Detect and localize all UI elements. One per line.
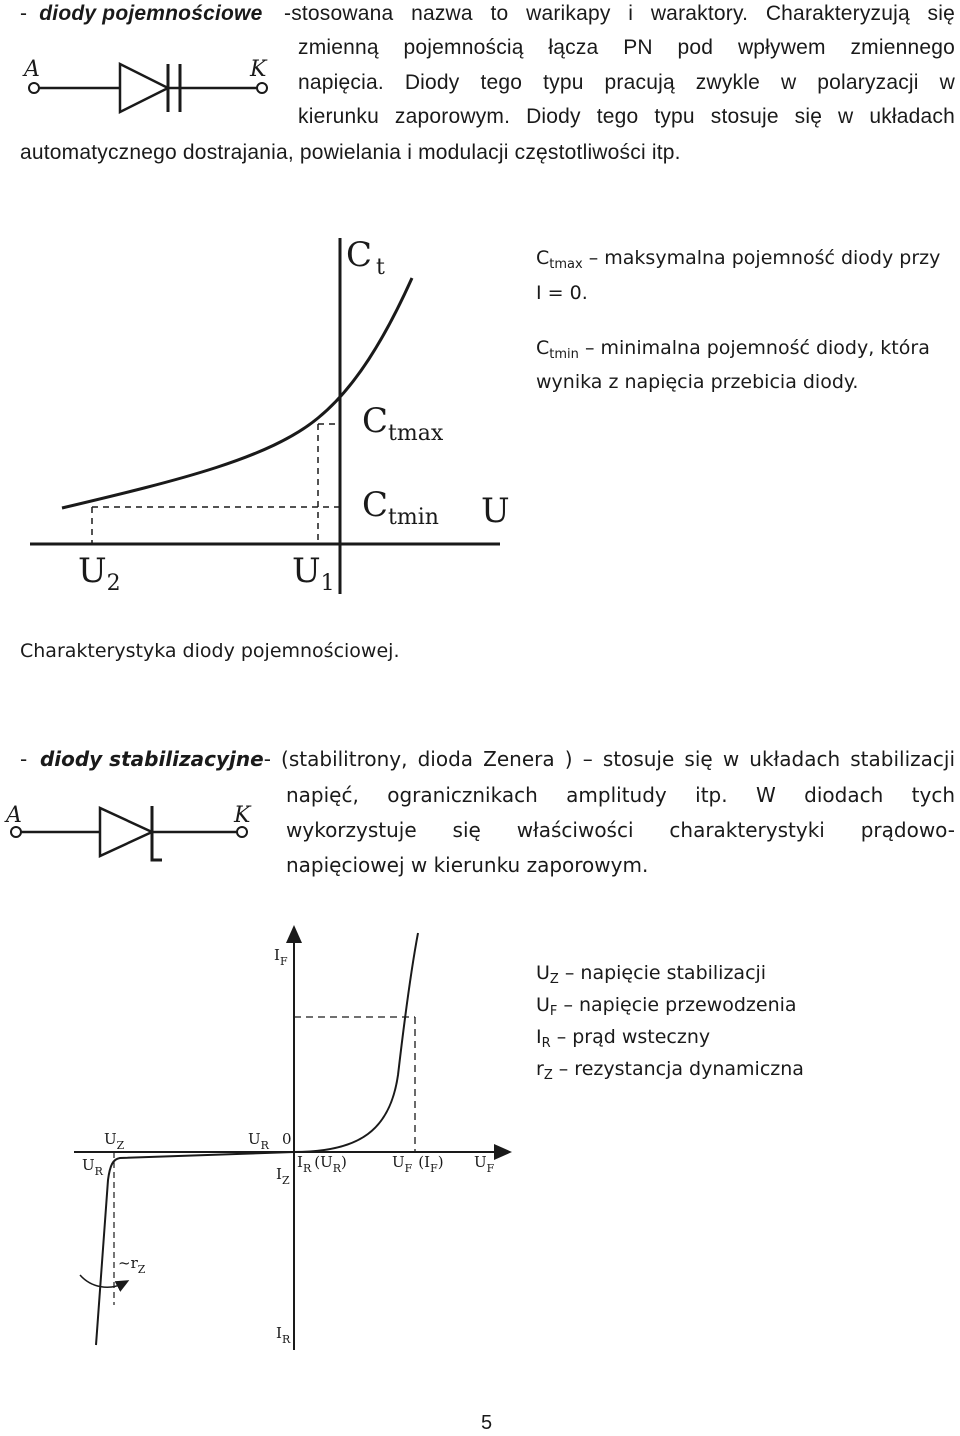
label-rz: $\sim r_Z$ <box>118 1254 146 1276</box>
symbol-cathode-label: K <box>234 803 251 828</box>
label-ctmin: $C_{tmin}$ <box>362 485 439 530</box>
varicap-diode-symbol <box>18 52 278 122</box>
label-u: U <box>481 491 510 531</box>
legend-uz: $U_Z$ – napięcie stabilizacji <box>536 962 767 987</box>
varicap-desc-line-5: automatycznego dostrajania, powielania i modulacji częstotliwości itp. <box>20 141 681 164</box>
legend-ir: $I_R$ – prąd wsteczny <box>536 1026 711 1051</box>
label-ctmax: $C_{tmax}$ <box>362 401 444 446</box>
symbol-anode-label: A <box>6 803 22 828</box>
zener-iv-chart <box>60 925 530 1365</box>
legend-ctmax-cont: I = 0. <box>536 282 588 304</box>
symbol-anode-label: A <box>24 57 40 82</box>
capacitance-chart <box>0 228 520 608</box>
zener-desc-line-1: napięć, ogranicznikach amplitudy itp. W diodach tych <box>286 783 955 807</box>
bullet-dash: - <box>20 2 28 25</box>
varicap-term: diody pojemnościowe <box>39 2 263 25</box>
symbol-cathode-label: K <box>250 57 267 82</box>
zener-desc-line-3: napięciowej w kierunku zaporowym. <box>286 853 649 877</box>
label-uf-if: $U_F$ $(I_F)$ <box>392 1153 444 1175</box>
label-ct: C $_t$ <box>346 235 385 280</box>
zener-term: diody stabilizacyjne <box>39 747 264 771</box>
label-uf-right: $U_F$ <box>474 1153 495 1175</box>
zener-diode-symbol <box>4 798 264 868</box>
page-number: 5 <box>481 1412 493 1434</box>
legend-uf: $U_F$ – napięcie przewodzenia <box>536 994 797 1019</box>
label-ir-ur: $I_R$ $(U_R)$ <box>297 1153 347 1175</box>
capacitance-curve <box>62 278 412 508</box>
label-ir-bottom: $I_R$ <box>276 1324 291 1346</box>
label-uz: $U_Z$ <box>104 1130 125 1152</box>
capacitance-caption: Charakterystyka diody pojemnościowej. <box>20 640 400 662</box>
label-ur-left: $U_R$ <box>82 1156 103 1178</box>
varicap-desc-line-4: kierunku zaporowym. Diody tego typu stosuje się w układach <box>298 105 955 128</box>
varicap-desc-line-3: napięcia. Diody tego typu pracują zwykle w polaryzacji w <box>298 71 955 94</box>
label-zero: 0 <box>282 1130 292 1148</box>
reverse-curve <box>96 1152 294 1345</box>
zener-desc-line-2: wykorzystuje się właściwości charakterystyki prądowo- <box>286 818 955 842</box>
zener-heading-line: - diody stabilizacyjne - (stabilitrony, dioda Zenera ) – stosuje się w układach stabilizacji <box>20 747 955 771</box>
label-ur-top: $U_R$ <box>248 1130 269 1152</box>
forward-curve <box>294 933 418 1152</box>
legend-ctmin-cont: wynika z napięcia przebicia diody. <box>536 371 859 393</box>
label-u1: $U_1$ <box>292 551 335 596</box>
label-if-top: $I_F$ <box>274 946 288 968</box>
legend-rz: $r_Z$ – rezystancja dynamiczna <box>536 1058 804 1083</box>
varicap-desc-line-2: zmienną pojemnością łącza PN pod wpływem zmiennego <box>298 36 955 59</box>
label-u2: $U_2$ <box>78 551 121 596</box>
varicap-desc-line-1-text: -stosowana nazwa to warikapy i waraktory. Charakteryzują się <box>284 2 955 25</box>
zener-intro: - (stabilitrony, dioda Zenera ) – stosuje się w układach stabilizacji <box>263 747 955 771</box>
label-iz: $I_Z$ <box>276 1165 290 1187</box>
legend-ctmin: $C_{tmin}$ – minimalna pojemność diody, która <box>536 337 930 362</box>
legend-ctmax: $C_{tmax}$ – maksymalna pojemność diody przy <box>536 247 941 272</box>
